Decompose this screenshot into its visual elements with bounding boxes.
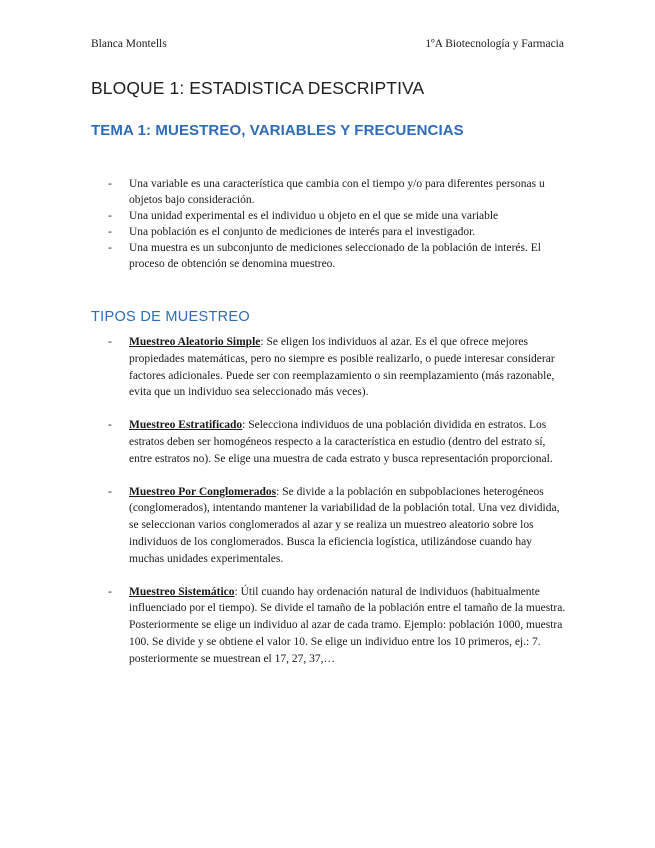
- section-heading: TIPOS DE MUESTREO: [91, 309, 250, 325]
- bullet-dash: -: [108, 178, 112, 190]
- list-item-text: Una unidad experimental es el individuo u objeto en el que se mide una variable: [129, 210, 499, 222]
- bullet-dash: -: [108, 485, 112, 498]
- list-item: [108, 208, 568, 224]
- list-item: [108, 484, 568, 568]
- bullet-dash: -: [108, 226, 112, 238]
- list-item-text: Una variable es una característica que cambia con el tiempo y/o para diferentes personas u objetos bajo consideración.: [129, 178, 545, 206]
- bullet-dash: -: [108, 242, 112, 254]
- header-course: 1ºA Biotecnología y Farmacia: [425, 38, 564, 50]
- list-item: [108, 240, 568, 272]
- term-simple-random: Muestreo Aleatorio Simple: [129, 336, 261, 348]
- definitions-list: [108, 176, 568, 272]
- term-stratified: Muestreo Estratificado: [129, 419, 243, 432]
- bullet-dash: -: [108, 419, 112, 432]
- list-item: [108, 417, 568, 467]
- topic-heading: TEMA 1: MUESTREO, VARIABLES Y FRECUENCIAS: [91, 122, 464, 139]
- list-item-text: Una población es el conjunto de mediciones de interés para el investigador.: [129, 226, 476, 238]
- bullet-dash: -: [108, 210, 112, 222]
- term-systematic: Muestreo Sistemático: [129, 585, 235, 598]
- bullet-dash: -: [108, 585, 112, 598]
- list-item: [108, 224, 568, 240]
- term-description: : Se eligen los individuos al azar. Es el que ofrece mejores propiedades matemáticas, pero no siempre es posible realizarlo, o puede interesar considerar factores adicionales. Puede ser con reemplazamiento o sin reemplazamiento (más razonable, evita que un individuo sea seleccionado más veces).: [129, 336, 555, 399]
- list-item-text: Una muestra es un subconjunto de mediciones seleccionado de la población de interés. El proceso de obtención se denomina muestreo.: [129, 242, 541, 270]
- term-description: : Útil cuando hay ordenación natural de individuos (habitualmente influenciado por el tiempo). Se divide el tamaño de la población entre el tamaño de la muestra. Posteriormente se elige un individuo al azar de cada tramo. Ejemplo: población 1000, muestra 100. Se divide y se obtiene el valor 10. Se elige un individuo entre los 10 primeros, ej.: 7. posteriormente se muestrean el 17, 27, 37,…: [129, 585, 566, 665]
- page-header: [91, 38, 564, 54]
- term-description: : Selecciona individuos de una población dividida en estratos. Los estratos deben ser homogéneos respecto a la característica en estudio (dentro del estrato sí, entre estratos no). Se elige una muestra de cada estrato y busca representación proporcional.: [129, 419, 553, 465]
- document-title: BLOQUE 1: ESTADISTICA DESCRIPTIVA: [91, 78, 425, 98]
- sampling-types-list: [108, 334, 568, 684]
- bullet-dash: -: [108, 336, 112, 348]
- list-item: [108, 334, 568, 401]
- list-item: [108, 176, 568, 208]
- header-author: Blanca Montells: [91, 38, 167, 50]
- list-item: [108, 584, 568, 668]
- term-cluster: Muestreo Por Conglomerados: [129, 485, 277, 498]
- term-description: : Se divide a la población en subpoblaciones heterogéneos (conglomerados), intentando mantener la variabilidad de la población total. Una vez dividida, se seleccionan varios conglomerados al azar y se realiza un muestreo aleatorio sobre los individuos de los conglomerados. Busca la eficiencia logística, utilizándose cuando hay muchas unidades experimentales.: [129, 485, 560, 565]
